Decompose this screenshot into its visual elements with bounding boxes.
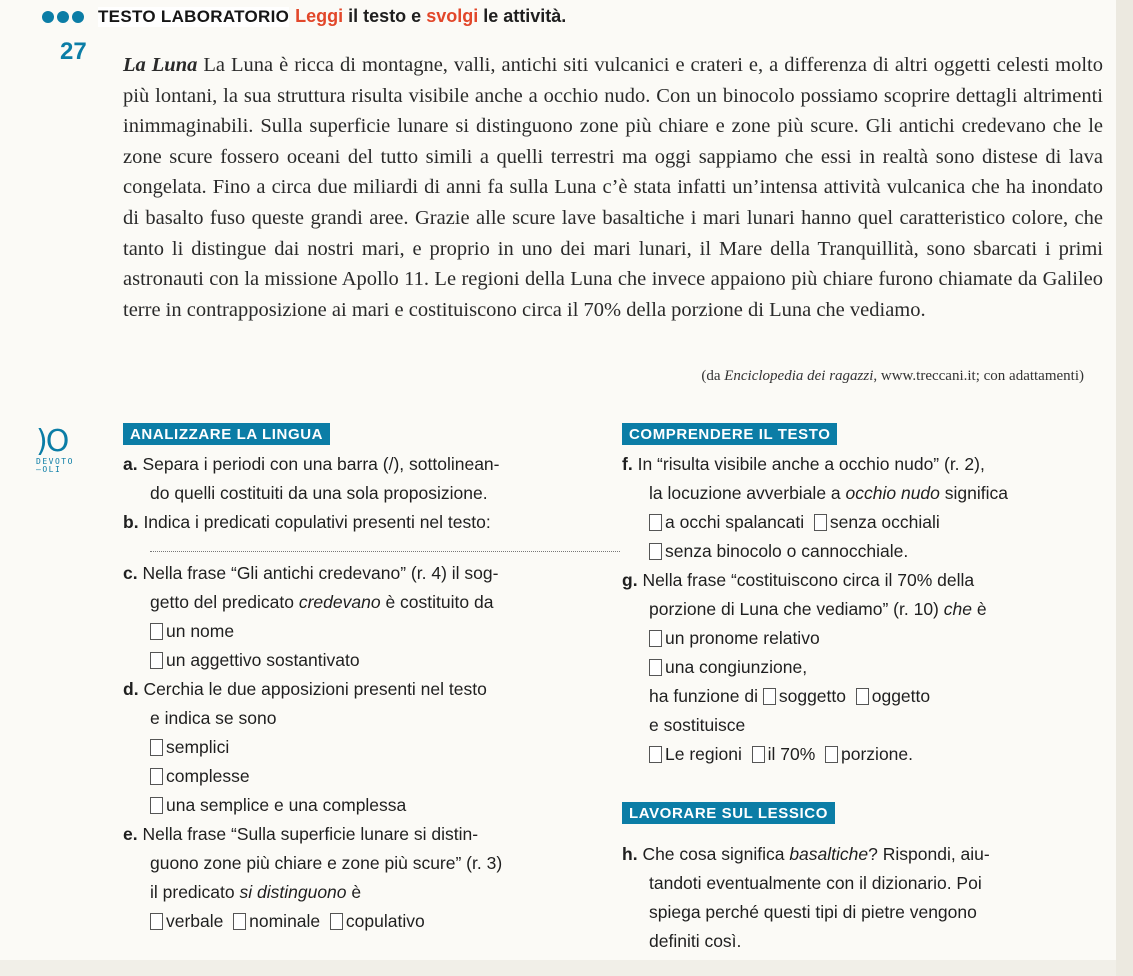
checkbox[interactable] <box>649 543 662 560</box>
exercise-header <box>42 6 566 27</box>
reading-text <box>123 50 1103 325</box>
lessico-exercises: h. Che cosa significa basaltiche? Rispondi, aiu- tandoti eventualmente con il dizionario. Poi spiega perché questi tipi di pietre vengono definiti così. <box>622 840 1102 956</box>
checkbox[interactable] <box>150 768 163 785</box>
checkbox[interactable] <box>649 514 662 531</box>
exercise-c: c. Nella frase “Gli antichi credevano” (r. 4) il sog- <box>123 563 499 583</box>
difficulty-dot <box>42 11 54 23</box>
lab-instructions: Leggi il testo e svolgi le attività. <box>295 6 567 26</box>
checkbox[interactable] <box>814 514 827 531</box>
answer-line[interactable] <box>150 537 620 552</box>
checkbox[interactable] <box>233 913 246 930</box>
checkbox[interactable] <box>649 659 662 676</box>
checkbox[interactable] <box>150 652 163 669</box>
difficulty-dot <box>57 11 69 23</box>
exercise-b: b. Indica i predicati copulativi presenti nel testo: <box>123 512 491 532</box>
checkbox[interactable] <box>649 630 662 647</box>
exercise-f: f. In “risulta visibile anche a occhio nudo” (r. 2), <box>622 454 985 474</box>
checkbox[interactable] <box>856 688 869 705</box>
checkbox[interactable] <box>150 739 163 756</box>
checkbox[interactable] <box>825 746 838 763</box>
left-exercises: a. Separa i periodi con una barra (/), sottolinean- do quelli costituiti da una sola proposizione. b. Indica i predicati copulativi presenti nel testo: c. Nella frase “Gli antichi credevano” (r. 4) il sog- getto del predicato credevano è costituito da un nome un aggettivo sostantivato d. Cerchia le due apposizioni presenti nel testo e indica se sono semplici complesse una semplice e una complessa e. Nella frase “Sulla superficie lunare si distin- guono zone più chiare e zone più scure” (r. 3) il predicato si distinguono è verbale nominale copulativo <box>123 450 603 936</box>
checkbox[interactable] <box>150 797 163 814</box>
difficulty-dot <box>72 11 84 23</box>
exercise-d: d. Cerchia le due apposizioni presenti nel testo <box>123 679 487 699</box>
right-exercises: f. In “risulta visibile anche a occhio nudo” (r. 2), la locuzione avverbiale a occhio nudo significa a occhi spalancati senza occhiali senza binocolo o cannocchiale. g. Nella frase “costituiscono circa il 70% della porzione di Luna che vediamo” (r. 10) che è un pronome relativo una congiunzione, ha funzione di soggetto oggetto e sostituisce Le regioni il 70% porzione. <box>622 450 1102 769</box>
exercise-number: 27 <box>60 38 87 65</box>
lab-title: TESTO LABORATORIO <box>98 6 290 26</box>
checkbox[interactable] <box>150 913 163 930</box>
exercise-a: a. Separa i periodi con una barra (/), sottolinean- <box>123 454 500 474</box>
difficulty-dots <box>42 11 84 23</box>
devoto-oli-icon: )O <box>36 424 68 459</box>
checkbox[interactable] <box>330 913 343 930</box>
reading-title: La Luna <box>123 54 198 76</box>
exercise-g: g. Nella frase “costituiscono circa il 70% della <box>622 570 975 590</box>
checkbox[interactable] <box>763 688 776 705</box>
checkbox[interactable] <box>150 623 163 640</box>
section-comprendere: COMPRENDERE IL TESTO <box>622 423 837 445</box>
exercise-h: h. Che cosa significa basaltiche? Rispondi, aiu- <box>622 844 990 864</box>
section-lavorare: LAVORARE SUL LESSICO <box>622 802 835 824</box>
section-analizzare: ANALIZZARE LA LINGUA <box>123 423 330 445</box>
devoto-oli-logo: )O DEVOTO –OLI <box>36 424 106 475</box>
reading-body: La Luna è ricca di montagne, valli, antichi siti vulcanici e crateri e, a differenza di altri oggetti celesti molto più lontani, la sua struttura risulta visibile anche a occhio nudo. Con un binocolo possiamo scoprire dettagli altrimenti inimmaginabili. Sulla superficie lunare si distinguono zone più chiare e zone più scure. Gli antichi credevano che le zone scure fossero oceani del tutto simili a quelli terrestri ma oggi sappiamo che essi in realtà sono distese di lava congelata. Fino a circa due miliardi di anni fa sulla Luna c’è stata infatti un’intensa attività vulcanica che ha inondato di basalto fuso queste grandi aree. Grazie alle scure lave basaltiche i mari lunari hanno quel caratteristico colore, che tanto li distingue dai nostri mari, e proprio in uno dei mari lunari, il Mare della Tranquillità, sono sbarcati i primi astronauti con la missione Apollo 11. Le regioni della Luna che invece appaiono più chiare furono chiamate da Galileo terre in contrapposizione ai mari e costituiscono circa il 70% della porzione di Luna che vediamo. <box>123 54 1103 321</box>
page-edge <box>1116 0 1133 976</box>
source-citation: (da Enciclopedia dei ragazzi, www.treccani.it; con adattamenti) <box>701 368 1084 384</box>
checkbox[interactable] <box>752 746 765 763</box>
checkbox[interactable] <box>649 746 662 763</box>
exercise-e: e. Nella frase “Sulla superficie lunare si distin- <box>123 824 479 844</box>
